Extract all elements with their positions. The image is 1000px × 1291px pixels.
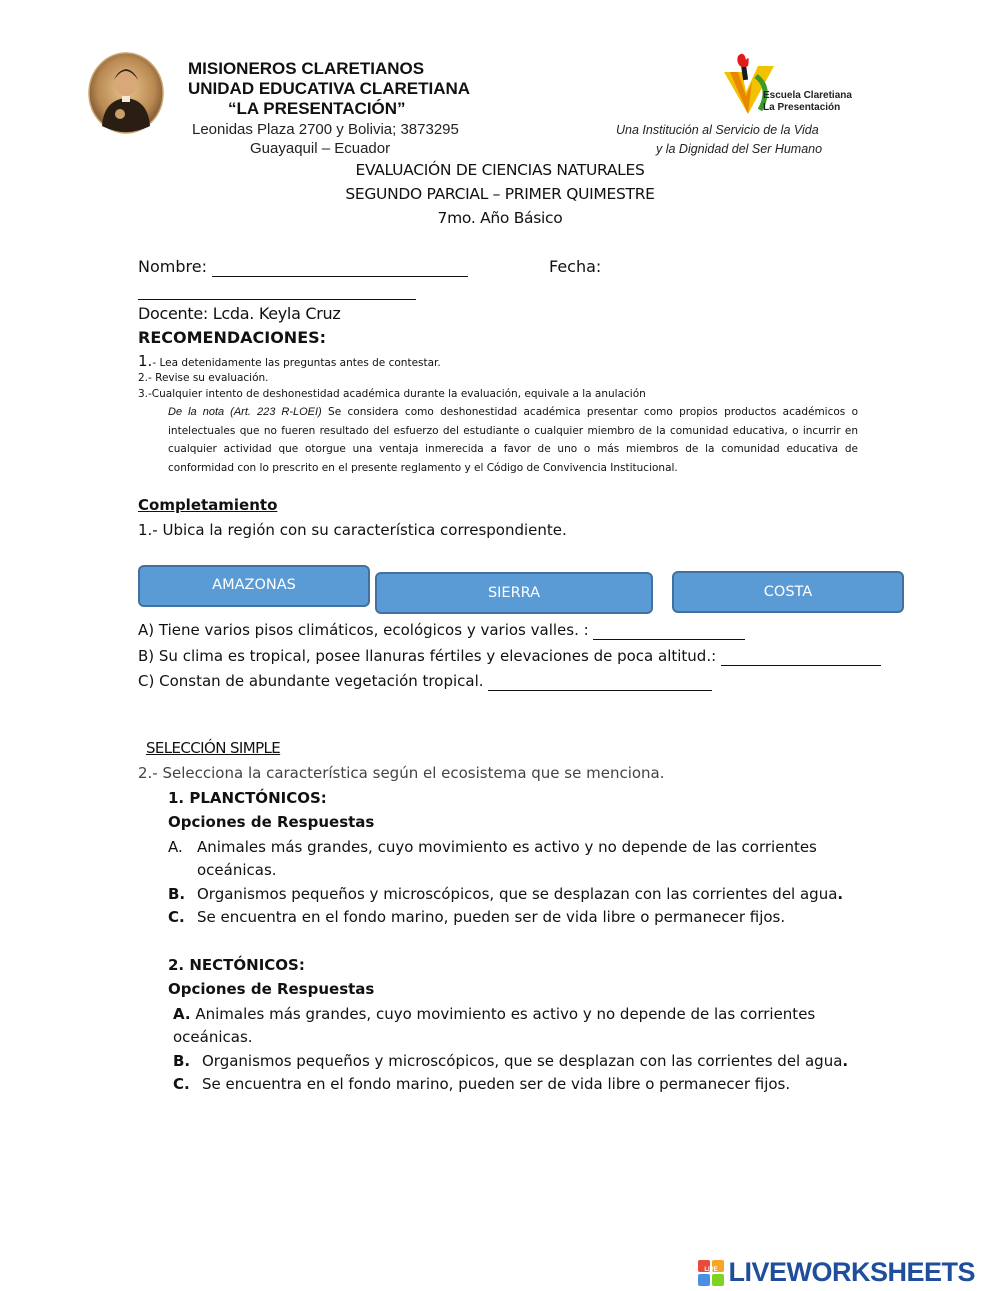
q2-option-b[interactable] [173,1052,848,1070]
motto-line-2: y la Dignidad del Ser Humano [656,142,823,156]
item-b [138,647,881,666]
name-row [138,257,468,277]
q2-option-c-text: Se encuentra en el fondo marino, pueden ser de vida libre o permanecer fijos. [202,1075,791,1093]
q1-option-a-cont: oceánicas. [197,861,277,879]
q1-option-b-label: B. [168,885,186,903]
exam-title: EVALUACIÓN DE CIENCIAS NATURALES [355,161,645,179]
header-line-1: MISIONEROS CLARETIANOS [188,59,425,78]
exam-grade: 7mo. Año Básico [437,209,563,227]
recommendation-2: 2.- Revise su evaluación. [138,372,269,384]
q2-option-c[interactable] [173,1075,790,1093]
q1-option-b-end: . [837,885,844,903]
dishonesty-note [168,403,858,477]
item-a-text: A) Tiene varios pisos climáticos, ecológicos y varios valles. : [138,621,594,639]
date-label: Fecha: [549,257,602,276]
q1-option-c-label: C. [168,908,185,926]
recommendation-1-number: 1. [138,352,153,370]
header-address: Leonidas Plaza 2700 y Bolivia; 3873295 [192,121,459,138]
section1-heading: Completamiento [138,496,278,514]
recommendation-1-text: - Lea detenidamente las preguntas antes de contestar. [152,357,441,369]
q2-options-label: Opciones de Respuestas [168,980,375,998]
teacher-name: Docente: Lcda. Keyla Cruz [138,304,341,323]
drag-option-sierra[interactable]: SIERRA [375,572,653,614]
q1-option-a-text: Animales más grandes, cuyo movimiento es activo y no depende de las corrientes [197,838,817,856]
header-line-3: “LA PRESENTACIÓN” [228,99,406,118]
q2-option-a[interactable] [173,1005,815,1023]
q1-options-label: Opciones de Respuestas [168,813,375,831]
section2-instruction: 2.- Selecciona la característica según el ecosistema que se menciona. [138,764,665,782]
founder-portrait [88,52,164,134]
recommendation-3: 3.-Cualquier intento de deshonestidad académica durante la evaluación, equivale a la anulación [138,388,646,400]
item-c [138,672,712,691]
q2-option-b-end: . [842,1052,849,1070]
q2-title: 2. NECTÓNICOS: [168,956,305,974]
section2-heading: SELECCIÓN SIMPLE [146,739,281,757]
item-a [138,621,745,640]
recommendations-heading: RECOMENDACIONES: [138,328,327,347]
item-a-blank[interactable] [593,621,745,640]
q1-option-a[interactable] [168,838,817,856]
liveworksheets-logo [698,1257,975,1288]
item-c-text: C) Constan de abundante vegetación tropical. [138,672,489,690]
q2-option-a-label: A. [173,1005,191,1023]
header-city: Guayaquil – Ecuador [250,140,391,157]
item-b-blank[interactable] [721,647,881,666]
q2-option-b-text: Organismos pequeños y microscópicos, que se desplazan con las corrientes del agua [202,1052,843,1070]
item-c-blank[interactable] [488,672,712,691]
header-line-2: UNIDAD EDUCATIVA CLARETIANA [188,79,471,98]
note-lead: De la nota (Art. 223 R-LOEI) [168,406,322,418]
q2-option-b-label: B. [173,1052,191,1070]
drag-option-amazonas[interactable]: AMAZONAS [138,565,370,607]
q2-option-a-text: Animales más grandes, cuyo movimiento es activo y no depende de las corrientes [190,1005,816,1023]
logo-text-1: Escuela Claretiana [763,90,852,101]
q2-option-a-cont: oceánicas. [173,1028,253,1046]
q1-title: 1. PLANCTÓNICOS: [168,789,327,807]
name-label: Nombre: [138,257,213,276]
q1-option-b-text: Organismos pequeños y microscópicos, que se desplazan con las corrientes del agua [197,885,838,903]
section1-instruction: 1.- Ubica la región con su característica correspondiente. [138,521,567,539]
recommendation-1 [138,352,441,370]
q1-option-c[interactable] [168,908,785,926]
q1-option-a-label: A. [168,838,183,856]
logo-text-2: La Presentación [763,102,841,113]
note-body: Se considera como deshonestidad académica presentar como propios productos académicos o intelectuales que no fueren resultado del esfuerzo del estudiante o cualquier miembro de la comunidad educativa, o incurrir en cualquier actividad que otorgue una ventaja inmerecida a favor de uno o más miembros de la comunidad educativa de conformidad con lo prescrito en el presente reglamento y el Código de Convivencia Institucional. [168,406,858,474]
name-blank[interactable] [212,257,468,277]
liveworksheets-brand: LIVEWORKSHEETS [728,1257,975,1287]
q1-option-b[interactable] [168,885,843,903]
exam-subtitle: SEGUNDO PARCIAL – PRIMER QUIMESTRE [345,185,655,203]
q2-option-c-label: C. [173,1075,190,1093]
drag-option-costa[interactable]: COSTA [672,571,904,613]
liveworksheets-badge-letters: LIVE [704,1267,718,1273]
item-b-text: B) Su clima es tropical, posee llanuras fértiles y elevaciones de poca altitud.: [138,647,721,665]
date-blank[interactable] [138,299,416,300]
q1-option-c-text: Se encuentra en el fondo marino, pueden ser de vida libre o permanecer fijos. [197,908,786,926]
motto-line-1: Una Institución al Servicio de la Vida [616,123,819,137]
